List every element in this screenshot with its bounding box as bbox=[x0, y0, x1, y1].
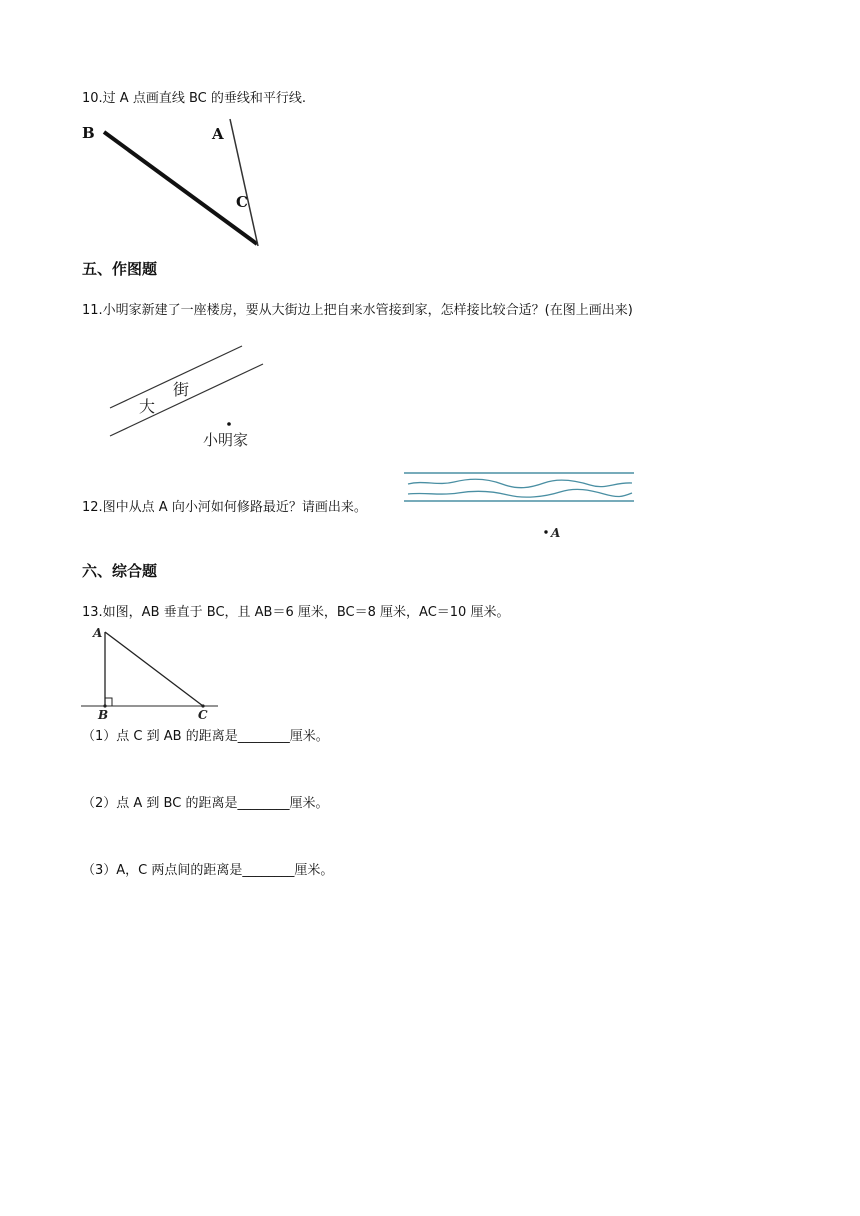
question-11-text: 11.小明家新建了一座楼房，要从大街边上把自来水管接到家，怎样接比较合适？(在图上画出来) bbox=[82, 303, 633, 318]
label-c: C bbox=[236, 193, 248, 211]
label-c: C bbox=[198, 708, 208, 722]
point-a-label: A bbox=[551, 526, 561, 540]
label-a: A bbox=[93, 626, 103, 640]
question-13-part-2: （2）点 A 到 BC 的距离是________厘米。 bbox=[82, 796, 329, 811]
home-label: 小明家 bbox=[203, 431, 249, 449]
figure-12-river bbox=[404, 470, 634, 542]
label-a: A bbox=[212, 125, 224, 143]
question-13-part-1: （1）点 C 到 AB 的距离是________厘米。 bbox=[82, 729, 329, 744]
river-wave-upper bbox=[408, 479, 632, 487]
street-char-da: 大 bbox=[139, 397, 156, 416]
river-wave-lower bbox=[408, 489, 632, 497]
label-b: B bbox=[98, 708, 109, 722]
question-13-text: 13.如图，AB 垂直于 BC，且 AB＝6 厘米，BC＝8 厘米，AC＝10 厘米。 bbox=[82, 605, 510, 620]
figure-10-lines bbox=[78, 115, 278, 250]
question-12-text: 12.图中从点 A 向小河如何修路最近？请画出来。 bbox=[82, 500, 367, 515]
figure-13-triangle bbox=[78, 622, 223, 724]
point-a bbox=[544, 530, 547, 533]
street-char-jie: 街 bbox=[173, 380, 190, 399]
figure-11-street bbox=[105, 340, 275, 455]
label-b: B bbox=[82, 124, 95, 142]
question-13-part-3: （3）A，C 两点间的距离是________厘米。 bbox=[82, 863, 334, 878]
line-bc bbox=[104, 132, 257, 244]
section-5-heading: 五、作图题 bbox=[82, 260, 158, 278]
question-10-text: 10.过 A 点画直线 BC 的垂线和平行线. bbox=[82, 91, 306, 106]
section-6-heading: 六、综合题 bbox=[82, 562, 158, 580]
side-ac bbox=[105, 632, 203, 706]
home-point bbox=[227, 422, 231, 426]
street-edge-bottom bbox=[110, 364, 263, 436]
